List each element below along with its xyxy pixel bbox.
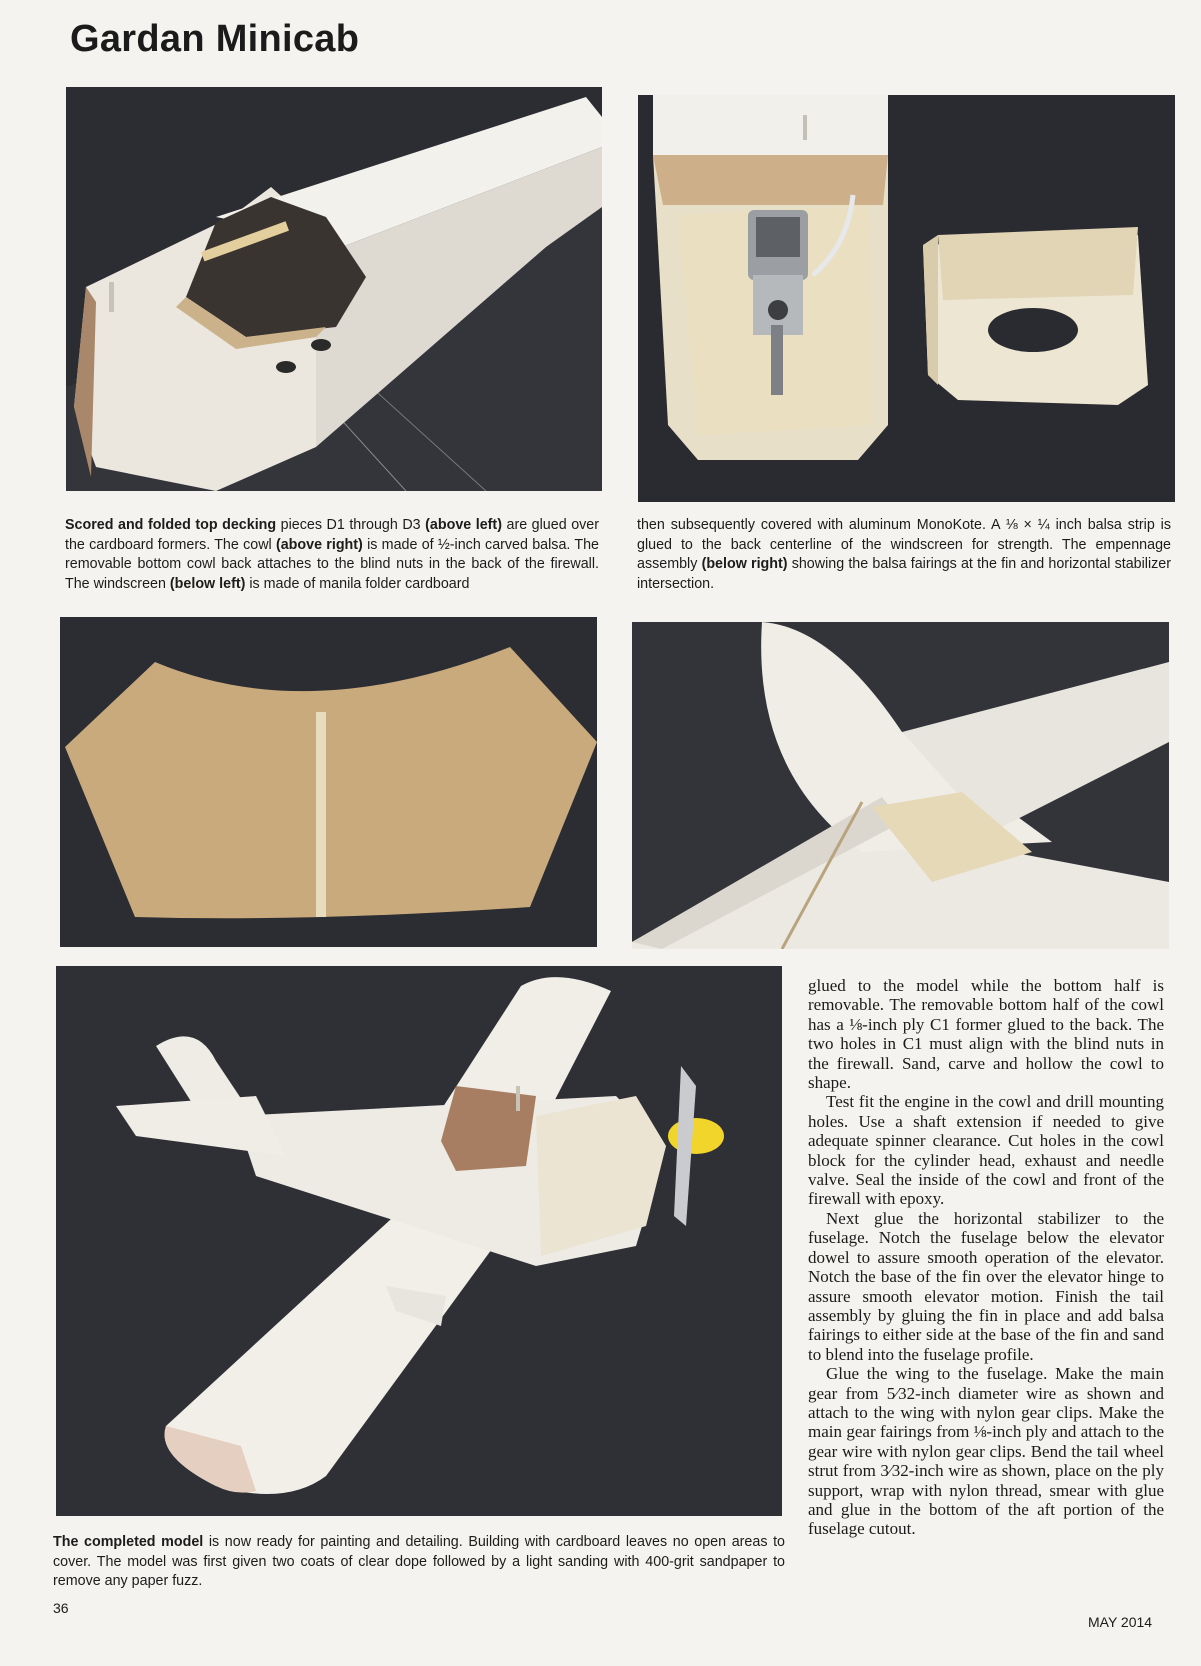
caption-bold: (above left) (425, 517, 502, 533)
photo-windscreen (60, 617, 597, 947)
caption-bottom (53, 1533, 785, 1592)
photo-completed-model (56, 966, 782, 1516)
article-body (808, 976, 1164, 1539)
caption-text: then subsequently covered with aluminum MonoKote. A ⅛ × ¼ inch balsa strip is glued to the back centerline of the windscreen for strength. The empennage assembly (637, 517, 1171, 573)
caption-text: showing the balsa fairings at the fin and horizontal stabilizer intersection. (637, 556, 1171, 592)
body-paragraph: Next glue the horizontal stabilizer to the fuselage. Notch the fuselage below the elevator dowel to assure smooth operation of the elevator. Notch the base of the fin over the elevator hinge to assure smooth elevator motion. Finish the tail assembly by gluing the fin in place and add balsa fairings to either side at the base of the fin and sand to blend into the fuselage profile. (808, 1208, 1164, 1364)
caption-bold: The completed model (53, 1534, 204, 1550)
photo-engine-cowl (638, 95, 1175, 502)
caption-top-right (637, 516, 1171, 594)
caption-bold: (above right) (275, 536, 363, 553)
body-paragraph: Test fit the engine in the cowl and drill mounting holes. Use a shaft extension if needed to give adequate spinner clearance. Cut holes in the cowl block for the cylinder head, exhaust and needle valve. Seal the inside of the cowl and front of the firewall with epoxy. (808, 1092, 1164, 1209)
caption-bold: (below left) (169, 575, 246, 592)
caption-text: pieces D1 through D3 (276, 517, 426, 533)
caption-text: is made of ½-inch carved balsa. The removable bottom cowl back attaches to the blind nuts in the back of the firewall. The windscreen (65, 536, 599, 592)
body-paragraph: Glue the wing to the fuselage. Make the main gear from 5⁄32-inch diameter wire as shown and attach to the wing with nylon gear clips. Make the main gear fairings from ⅛-inch ply and attach to the gear wire with nylon gear clips. Bend the tail wheel strut from 3⁄32-inch wire as shown, place on the ply support, wrap with nylon thread, smear with glue and glue in the bottom of the aft portion of the fuselage cutout. (808, 1364, 1164, 1539)
photo-fuselage-top-decking (66, 87, 602, 491)
page-number: 36 (53, 1600, 69, 1616)
photo-empennage (632, 622, 1169, 949)
caption-text: are glued over the cardboard formers. The cowl (65, 517, 600, 553)
caption-bold: Scored and folded top decking (65, 517, 277, 533)
issue-date: MAY 2014 (1088, 1614, 1153, 1630)
caption-text: is now ready for painting and detailing. Building with cardboard leaves no open areas to cover. The model was first given two coats of clear dope followed by a light sanding with 400-grit sandpaper to remove any paper fuzz. (53, 1534, 785, 1590)
caption-text: is made of manila folder cardboard (245, 575, 470, 592)
article-title: Gardan Minicab (70, 18, 360, 60)
caption-top-left (65, 516, 599, 594)
body-paragraph: glued to the model while the bottom half is removable. The removable bottom half of the cowl has a ⅛-inch ply C1 former glued to the back. The two holes in C1 must align with the blind nuts in the firewall. Sand, carve and hollow the cowl to shape. (808, 976, 1164, 1093)
caption-bold: (below right) (701, 556, 788, 573)
